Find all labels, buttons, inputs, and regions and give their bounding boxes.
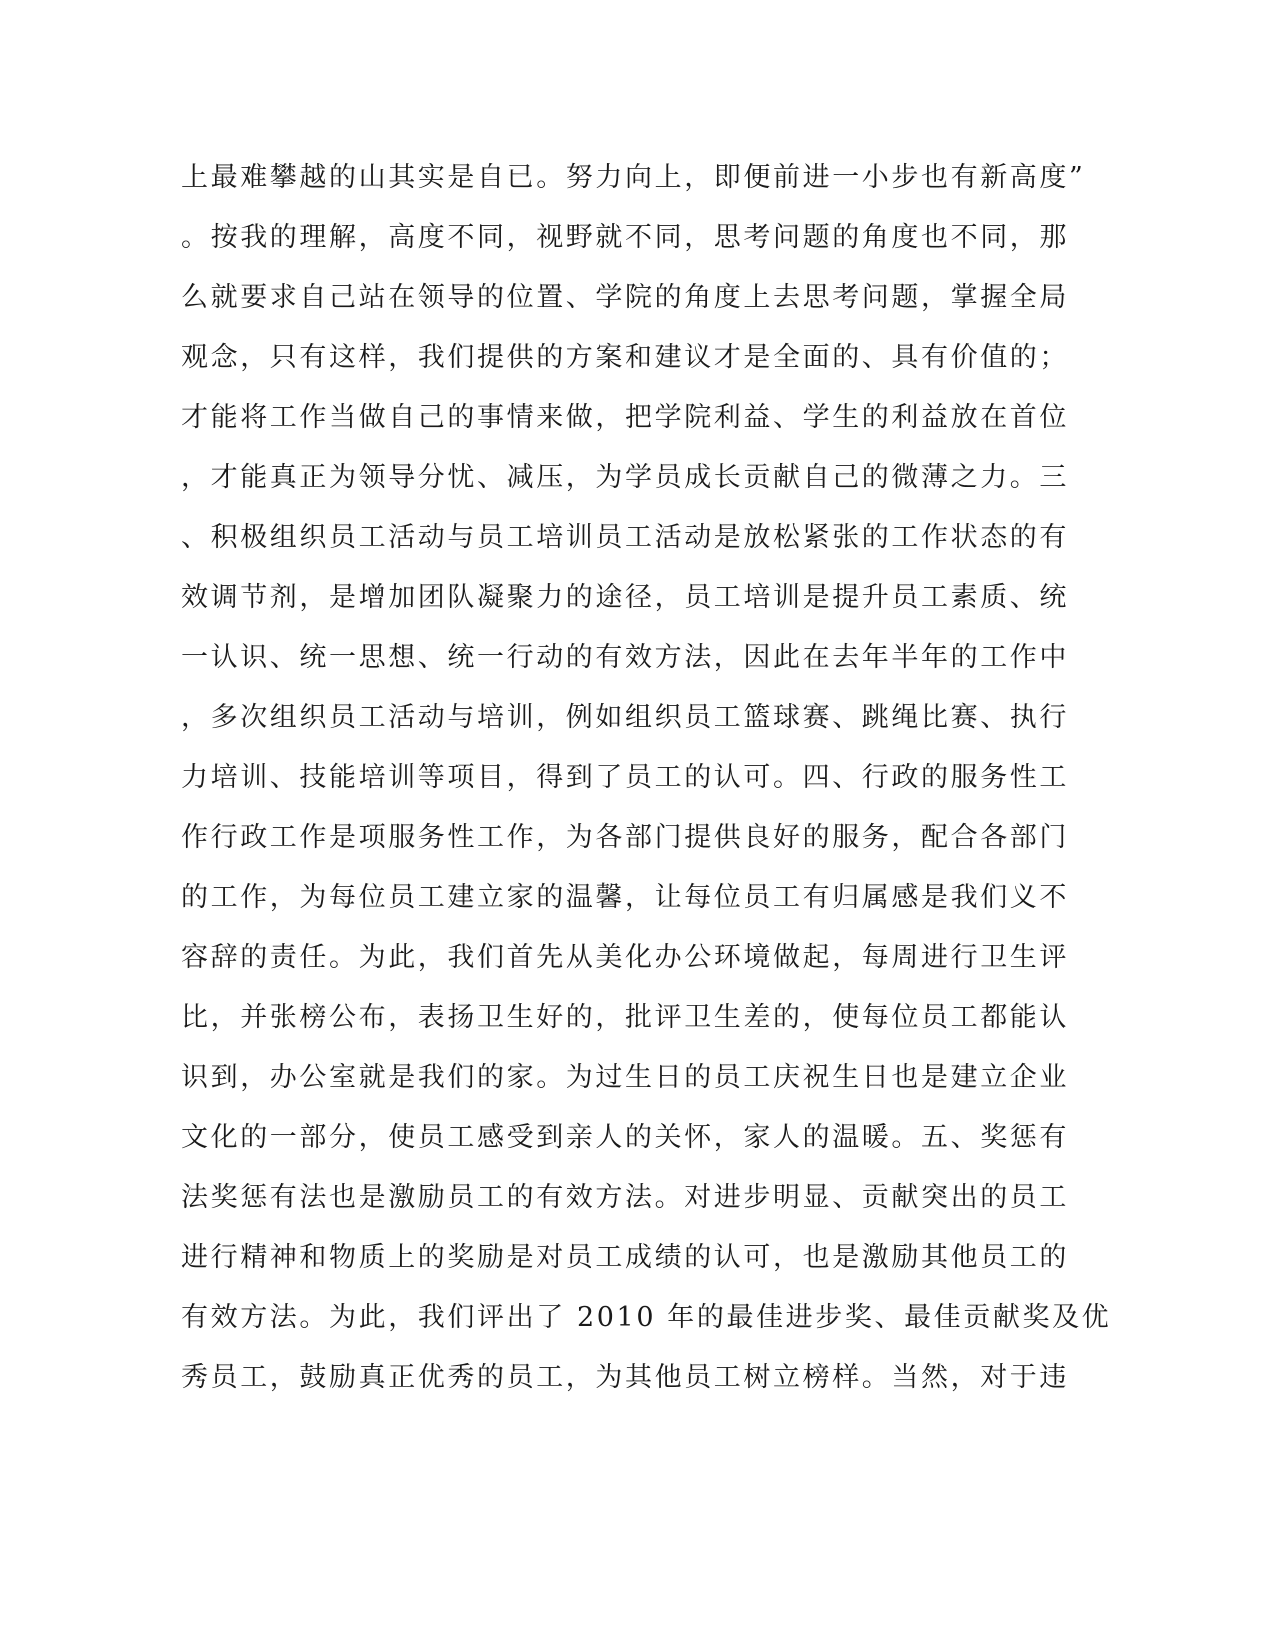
text-line: 文化的一部分，使员工感受到亲人的关怀，家人的温暖。五、奖惩有	[181, 1122, 1069, 1153]
text-line: 容辞的责任。为此，我们首先从美化办公环境做起，每周进行卫生评	[181, 942, 1069, 973]
text-line: 秀员工，鼓励真正优秀的员工，为其他员工树立榜样。当然，对于违	[181, 1362, 1069, 1393]
text-line: 么就要求自己站在领导的位置、学院的角度上去思考问题，掌握全局	[181, 282, 1069, 313]
text-line: ，多次组织员工活动与培训，例如组织员工篮球赛、跳绳比赛、执行	[181, 702, 1069, 733]
text-line: 进行精神和物质上的奖励是对员工成绩的认可，也是激励其他员工的	[181, 1242, 1069, 1273]
text-line: 有效方法。为此，我们评出了 2010 年的最佳进步奖、最佳贡献奖及优	[181, 1302, 1112, 1333]
body-text	[181, 148, 1112, 1408]
text-line: ，才能真正为领导分忧、减压，为学员成长贡献自己的微薄之力。三	[181, 462, 1069, 493]
text-line: 比，并张榜公布，表扬卫生好的，批评卫生差的，使每位员工都能认	[181, 1002, 1069, 1033]
text-line: 、积极组织员工活动与员工培训员工活动是放松紧张的工作状态的有	[181, 522, 1069, 553]
text-line: 观念，只有这样，我们提供的方案和建议才是全面的、具有价值的；	[181, 342, 1069, 373]
text-line: 才能将工作当做自己的事情来做，把学院利益、学生的利益放在首位	[181, 402, 1069, 433]
text-line: 力培训、技能培训等项目，得到了员工的认可。四、行政的服务性工	[181, 762, 1069, 793]
text-line: 识到，办公室就是我们的家。为过生日的员工庆祝生日也是建立企业	[181, 1062, 1069, 1093]
text-line: 一认识、统一思想、统一行动的有效方法，因此在去年半年的工作中	[181, 642, 1069, 673]
text-line: 法奖惩有法也是激励员工的有效方法。对进步明显、贡献突出的员工	[181, 1182, 1069, 1213]
text-line: 。按我的理解，高度不同，视野就不同，思考问题的角度也不同，那	[181, 222, 1069, 253]
text-line: 的工作，为每位员工建立家的温馨，让每位员工有归属感是我们义不	[181, 882, 1069, 913]
text-line: 上最难攀越的山其实是自已。努力向上，即便前进一小步也有新高度”	[181, 162, 1086, 193]
text-line: 效调节剂，是增加团队凝聚力的途径，员工培训是提升员工素质、统	[181, 582, 1069, 613]
text-line: 作行政工作是项服务性工作，为各部门提供良好的服务，配合各部门	[181, 822, 1069, 853]
